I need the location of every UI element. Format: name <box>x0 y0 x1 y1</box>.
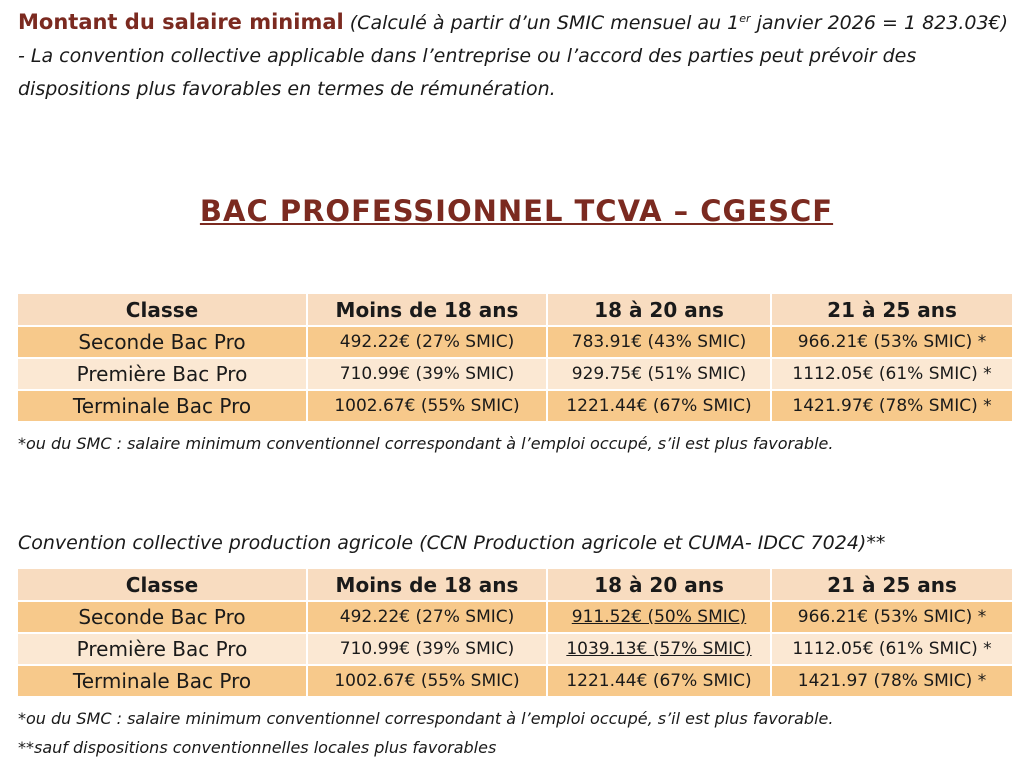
header-classe: Classe <box>17 568 307 601</box>
table-footnote: *ou du SMC : salaire minimum conventionnel correspondant à l’emploi occupé, s’il est plus favorable. <box>18 434 834 453</box>
table-row <box>17 665 1013 697</box>
class-cell: Seconde Bac Pro <box>17 601 307 633</box>
salary-table-cgescf <box>16 292 1014 423</box>
salary-cell: 1002.67€ (55% SMIC) <box>307 665 547 697</box>
table-row <box>17 326 1013 358</box>
table-caption: Convention collective production agricole (CCN Production agricole et CUMA- IDCC 7024)** <box>18 532 886 554</box>
class-cell: Première Bac Pro <box>17 633 307 665</box>
table-row <box>17 633 1013 665</box>
table-row <box>17 390 1013 422</box>
table-header-row <box>17 568 1013 601</box>
salary-cell: 966.21€ (53% SMIC) * <box>771 601 1013 633</box>
salary-cell-underlined <box>547 633 771 665</box>
header-18-20: 18 à 20 ans <box>547 293 771 326</box>
header-21-25: 21 à 25 ans <box>771 568 1013 601</box>
table-row <box>17 601 1013 633</box>
salary-cell: 929.75€ (51% SMIC) <box>547 358 771 390</box>
header-under-18: Moins de 18 ans <box>307 568 547 601</box>
document-title: BAC PROFESSIONNEL TCVA – CGESCF <box>199 194 834 228</box>
intro-text-part1: (Calculé à partir d’un SMIC mensuel au 1 <box>343 12 740 34</box>
salary-cell: 710.99€ (39% SMIC) <box>307 633 547 665</box>
salary-cell: 492.22€ (27% SMIC) <box>307 601 547 633</box>
salary-cell-underlined <box>547 601 771 633</box>
table-row <box>17 358 1013 390</box>
salary-cell: 710.99€ (39% SMIC) <box>307 358 547 390</box>
salary-cell: 783.91€ (43% SMIC) <box>547 326 771 358</box>
salary-cell: 492.22€ (27% SMIC) <box>307 326 547 358</box>
salary-cell: 1421.97€ (78% SMIC) * <box>771 390 1013 422</box>
class-cell: Terminale Bac Pro <box>17 390 307 422</box>
header-under-18: Moins de 18 ans <box>307 293 547 326</box>
header-classe: Classe <box>17 293 307 326</box>
salary-value: 1039.13€ (57% SMIC) <box>566 639 752 659</box>
table-header-row <box>17 293 1013 326</box>
intro-heading: Montant du salaire minimal <box>18 10 344 34</box>
class-cell: Seconde Bac Pro <box>17 326 307 358</box>
table-footnote-2: **sauf dispositions conventionnelles locales plus favorables <box>18 738 497 757</box>
table-footnote: *ou du SMC : salaire minimum conventionnel correspondant à l’emploi occupé, s’il est plus favorable. <box>18 709 834 728</box>
intro-text-part2: janvier 2026 = 1 823.03€) - La convention collective applicable dans l’entreprise ou l’accord des parties peut prévoir des dispositions plus favorables en termes de rémunération. <box>18 12 1009 100</box>
intro-paragraph <box>18 6 1018 106</box>
class-cell: Terminale Bac Pro <box>17 665 307 697</box>
document-title-block <box>0 194 1033 228</box>
salary-cell: 1221.44€ (67% SMIC) <box>547 665 771 697</box>
salary-cell: 966.21€ (53% SMIC) * <box>771 326 1013 358</box>
salary-cell: 1421.97 (78% SMIC) * <box>771 665 1013 697</box>
salary-cell: 1112.05€ (61% SMIC) * <box>771 633 1013 665</box>
salary-cell: 1221.44€ (67% SMIC) <box>547 390 771 422</box>
header-18-20: 18 à 20 ans <box>547 568 771 601</box>
salary-value: 911.52€ (50% SMIC) <box>571 607 747 627</box>
salary-cell: 1002.67€ (55% SMIC) <box>307 390 547 422</box>
class-cell: Première Bac Pro <box>17 358 307 390</box>
salary-table-agricole <box>16 567 1014 698</box>
intro-superscript: er <box>739 12 751 25</box>
header-21-25: 21 à 25 ans <box>771 293 1013 326</box>
salary-cell: 1112.05€ (61% SMIC) * <box>771 358 1013 390</box>
